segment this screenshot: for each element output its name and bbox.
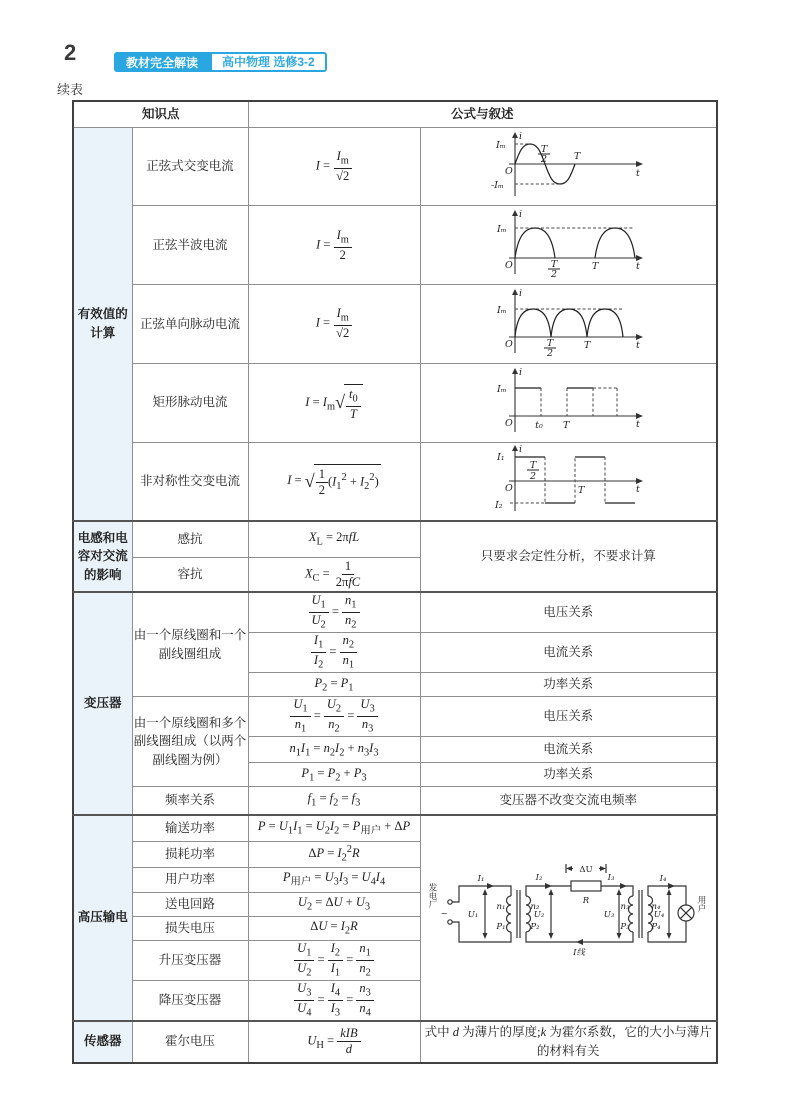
svg-text:i: i <box>519 209 523 221</box>
svg-text:t: t <box>636 483 641 495</box>
svg-text:U₁: U₁ <box>467 909 479 920</box>
header-knowledge: 知识点 <box>73 101 248 127</box>
svg-text:i: i <box>519 288 523 299</box>
formula-up: $\frac{U_1}{U_2}$ = $\frac{I_2}{I_1}$ = $\frac{n_1}{n_2}$ <box>248 940 420 980</box>
formula-asym: I = √ $\frac{1}{2}$ $(I_1^2 + I_2^2)$ <box>248 442 420 521</box>
label-xl: 感抗 <box>132 521 248 557</box>
formula-p123: $P_1 = P_2 + P_3$ <box>248 763 420 787</box>
svg-text:Iₘ: Iₘ <box>497 224 507 236</box>
svg-text:t₀: t₀ <box>535 419 544 431</box>
svg-text:2: 2 <box>530 470 537 482</box>
category-rms: 有效值的 计算 <box>73 127 132 521</box>
svg-text:T: T <box>541 143 548 155</box>
label-single-coil: 由一个原线圈和一个副线圈组成 <box>132 592 248 697</box>
category-reactance: 电感和电 容对交流 的影响 <box>73 521 132 592</box>
label-freq: 频率关系 <box>132 787 248 815</box>
subject-badge: 高中物理 选修3-2 <box>210 52 327 72</box>
svg-text:P₁: P₁ <box>496 921 506 932</box>
formula-down: $\frac{U_3}{U_4}$ = $\frac{I_4}{I_3}$ = $\frac{n_3}{n_4}$ <box>248 980 420 1021</box>
formula-pulse: I = $\frac{I_m}{√2}$ <box>248 285 420 364</box>
svg-text:P₃: P₃ <box>620 921 630 932</box>
formula-freq: $f_1 = f_2 = f_3$ <box>248 787 420 815</box>
desc-freq: 变压器不改变交流电频率 <box>420 787 717 815</box>
table-header-row <box>73 101 717 127</box>
svg-text:i: i <box>519 130 523 142</box>
label-half: 正弦半波电流 <box>132 206 248 285</box>
svg-text:O: O <box>505 260 514 272</box>
label-xc: 容抗 <box>132 557 248 592</box>
svg-text:2: 2 <box>547 348 554 357</box>
desc-p123: 功率关系 <box>420 763 717 787</box>
formula-half: I = $\frac{I_m}{2}$ <box>248 206 420 285</box>
graph-sine-cell <box>420 127 717 206</box>
row-un <box>73 697 717 737</box>
svg-text:-Iₘ: -Iₘ <box>491 179 505 191</box>
label-pulse: 正弦单向脉动电流 <box>132 285 248 364</box>
row-pulse <box>73 285 717 364</box>
label-sine: 正弦式交变电流 <box>132 127 248 206</box>
power-plant-label: 发电厂 <box>428 883 439 909</box>
svg-text:O: O <box>505 417 514 429</box>
label-down: 降压变压器 <box>132 980 248 1021</box>
svg-text:t: t <box>636 418 641 430</box>
graph-rect-cell <box>420 363 717 442</box>
svg-text:T: T <box>574 150 581 162</box>
reactance-note: 只要求会定性分析，不要求计算 <box>420 521 717 592</box>
desc-un: 电压关系 <box>420 697 717 737</box>
label-multi-coil: 由一个原线圈和多个副线圈组成（以两个副线圈为例） <box>132 697 248 787</box>
svg-text:T: T <box>551 259 558 271</box>
label-up: 升压变压器 <box>132 940 248 980</box>
svg-text:O: O <box>505 165 514 177</box>
svg-text:I₄: I₄ <box>659 873 667 884</box>
desc-p21: 功率关系 <box>420 673 717 697</box>
svg-text:I₃: I₃ <box>607 872 615 883</box>
svg-text:I₁: I₁ <box>477 873 485 884</box>
formula-lost: $\Delta P = I_2^2R$ <box>248 842 420 867</box>
formula-p21: $P_2 = P_1$ <box>248 673 420 697</box>
formula-rect: $I = I_m√$ $\frac{t_0}{T}$ <box>248 363 420 442</box>
svg-text:t: t <box>636 261 641 273</box>
row-asym <box>73 442 717 521</box>
graph-half-cell <box>420 206 717 285</box>
svg-text:T: T <box>547 338 554 349</box>
svg-text:P₄: P₄ <box>651 921 661 932</box>
half-wave-graph <box>483 206 653 278</box>
svg-text:P₂: P₂ <box>530 921 540 932</box>
page-number: 2 <box>64 40 77 65</box>
label-du: 损失电压 <box>132 916 248 940</box>
sine-wave-graph <box>483 128 653 200</box>
row-u12 <box>73 592 717 633</box>
series-badge: 教材完全解读 <box>114 52 210 72</box>
svg-text:n₄: n₄ <box>651 901 661 912</box>
svg-text:n₂: n₂ <box>530 901 540 912</box>
formula-i12: $\frac{I_1}{I_2}$ = $\frac{n_2}{n_1}$ <box>248 633 420 673</box>
formula-un: $\frac{U_1}{n_1}$ = $\frac{U_2}{n_2}$ = $\frac{U_3}{n_3}$ <box>248 697 420 737</box>
svg-text:T: T <box>530 459 537 471</box>
formula-du: $\Delta U = I_2R$ <box>248 916 420 940</box>
svg-text:I₂: I₂ <box>535 872 543 883</box>
svg-text:O: O <box>505 339 514 350</box>
row-send <box>73 815 717 842</box>
asym-wave-graph <box>483 443 653 515</box>
row-freq <box>73 787 717 815</box>
label-lost: 损耗功率 <box>132 842 248 867</box>
category-transmission: 高压输电 <box>73 815 132 1021</box>
svg-text:i: i <box>519 443 523 455</box>
category-sensor: 传感器 <box>73 1021 132 1063</box>
rect-pulse-graph <box>483 364 653 436</box>
svg-text:T: T <box>563 419 570 431</box>
formula-user: $P_{用户} = U_3I_3 = U_4I_4$ <box>248 867 420 892</box>
svg-text:T: T <box>584 340 591 351</box>
category-transformer: 变压器 <box>73 592 132 815</box>
desc-i12: 电流关系 <box>420 633 717 673</box>
desc-ni: 电流关系 <box>420 737 717 763</box>
transmission-circuit-cell <box>420 815 717 1021</box>
graph-asym-cell <box>420 442 717 521</box>
label-user: 用户功率 <box>132 867 248 892</box>
label-send: 输送功率 <box>132 815 248 842</box>
label-loop: 送电回路 <box>132 892 248 916</box>
svg-text:U₄: U₄ <box>653 909 665 920</box>
svg-text:t: t <box>636 167 641 179</box>
row-hall <box>73 1021 717 1063</box>
svg-text:i: i <box>519 366 523 378</box>
svg-text:I₂: I₂ <box>495 499 503 511</box>
svg-text:2: 2 <box>551 269 558 279</box>
row-xl <box>73 521 717 557</box>
svg-text:U₃: U₃ <box>603 909 615 920</box>
formula-send: $P = U_1I_1 = U_2I_2 = P_{用户} + \Delta P$ <box>248 815 420 842</box>
formula-ni: $n_1I_1 = n_2I_2 + n_3I_3$ <box>248 737 420 763</box>
row-rect <box>73 363 717 442</box>
formula-xc: $X_C$ = 1 2πfC <box>248 557 420 592</box>
svg-text:O: O <box>505 482 514 494</box>
header-badges <box>114 52 327 72</box>
graph-pulse-cell <box>420 285 717 364</box>
svg-text:Iₘ: Iₘ <box>496 139 506 151</box>
row-sine <box>73 127 717 206</box>
user-label: 用户 <box>697 895 708 913</box>
formula-table <box>72 100 718 1064</box>
svg-text:n₁: n₁ <box>496 901 506 912</box>
svg-text:R: R <box>583 895 590 906</box>
row-half <box>73 206 717 285</box>
svg-text:n₃: n₃ <box>620 901 630 912</box>
svg-text:2: 2 <box>541 153 548 165</box>
continued-table-label: 续表 <box>57 82 84 97</box>
formula-sine: I = $\frac{I_m}{√2}$ <box>248 127 420 206</box>
svg-text:ΔU: ΔU <box>579 864 593 875</box>
formula-xl: $X_L = 2\pi fL$ <box>248 521 420 557</box>
svg-text:T: T <box>578 484 585 496</box>
svg-text:T: T <box>592 261 599 273</box>
label-rect: 矩形脉动电流 <box>132 363 248 442</box>
formula-hall: $U_H$ = kIB d <box>248 1021 420 1063</box>
header-formula: 公式与叙述 <box>248 101 717 127</box>
svg-text:Iₘ: Iₘ <box>497 383 507 395</box>
svg-text:I₁: I₁ <box>497 451 505 463</box>
desc-u12: 电压关系 <box>420 592 717 633</box>
power-transmission-circuit-diagram <box>423 856 713 974</box>
svg-text:U₂: U₂ <box>533 909 545 920</box>
svg-text:I线: I线 <box>573 947 586 958</box>
desc-hall: 式中 d 为薄片的厚度;k 为霍尔系数，它的大小与薄片的材料有关 <box>420 1021 717 1063</box>
formula-loop: $U_2 = \Delta U + U_3$ <box>248 892 420 916</box>
label-hall: 霍尔电压 <box>132 1021 248 1063</box>
full-wave-graph <box>483 285 653 357</box>
label-asym: 非对称性交变电流 <box>132 442 248 521</box>
formula-u12: $\frac{U_1}{U_2}$ = $\frac{n_1}{n_2}$ <box>248 592 420 633</box>
svg-text:Iₘ: Iₘ <box>497 305 507 316</box>
svg-text:~: ~ <box>440 908 448 919</box>
svg-text:t: t <box>636 340 641 351</box>
